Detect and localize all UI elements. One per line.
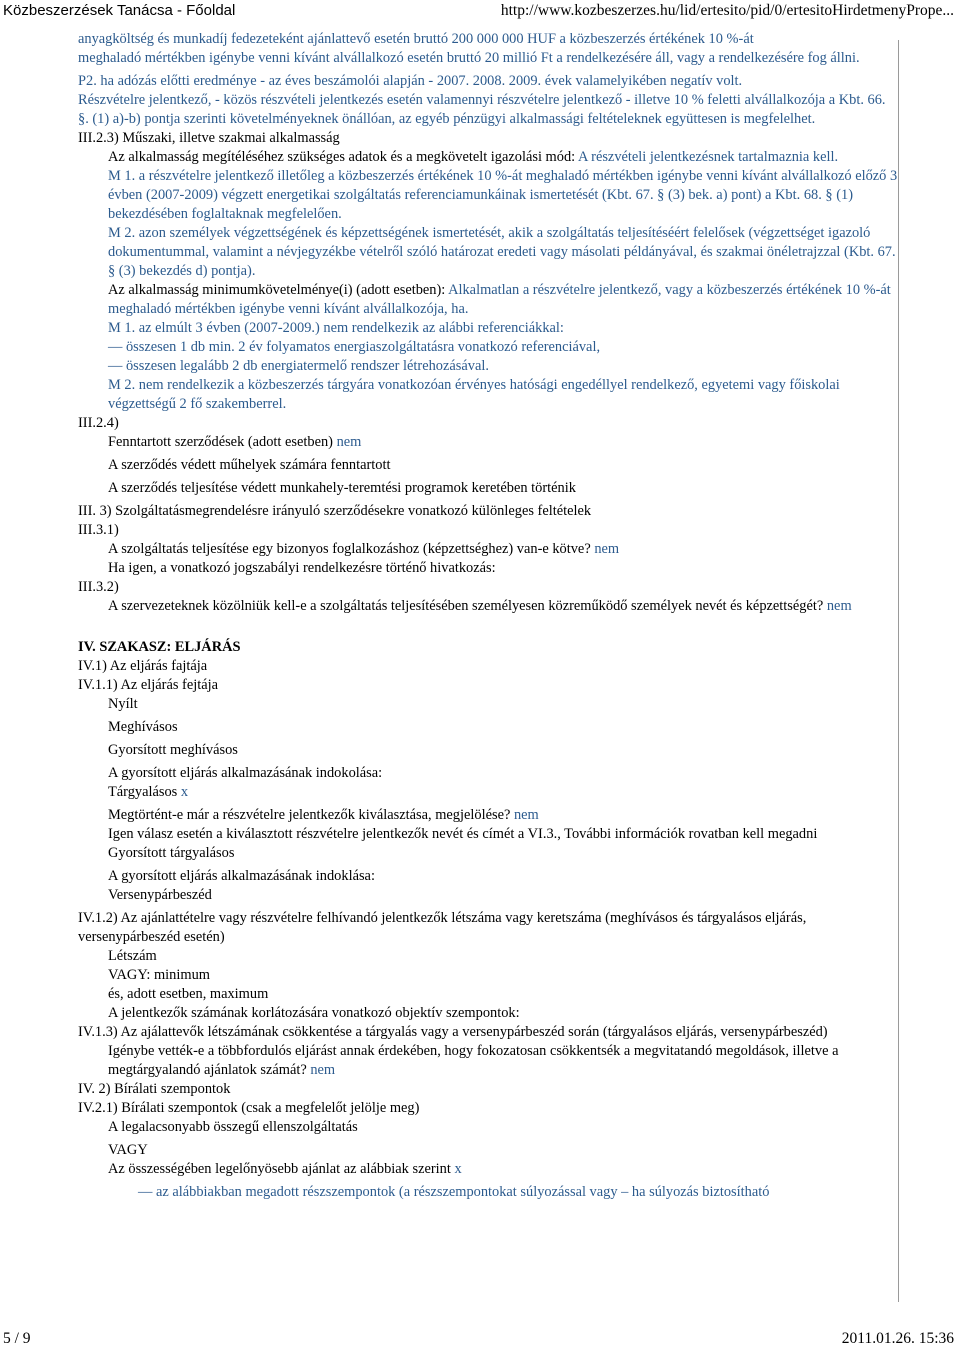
section-iv-1-heading: IV.1) Az eljárás fajtája xyxy=(78,658,208,674)
iii-2-3-value: A részvételi jelentkezésnek tartalmaznia kell. xyxy=(577,149,839,165)
m1-description: M 1. a részvételre jelentkező illetőleg a közbeszerzés értékének 10 %-át meghaladó mértékben igénybe venni kívánt alvállalkozó előző 3 évben (2007-2009) végzett energetikai szolgáltatás referenciamunkáinak ismertetését (Kbt. 67. § (3) bek. a) pont) a Kbt. 68. § (1) bekezdésében foglaltaknak megfelelően. xyxy=(108,168,898,222)
iii-3-2-question-text: A szervezeteknek közölniük kell-e a szolgáltatás teljesítésében személyesen közreműködő személyek nevét és képzettségét? xyxy=(108,598,824,614)
cut-off-line-bottom: — az alábbiakban megadott részszempontok (a részszempontokat súlyozással vagy – ha súlyozás biztosítható xyxy=(138,1184,770,1200)
iv-1-3-question-text: Igénybe vették-e a többfordulós eljárást annak érdekében, hogy fokozatosan csökkentsék a megvitatandó megoldások, illetve a megtárgyalandó ajánlatok számát? xyxy=(108,1043,839,1078)
p3-criterion: Részvételre jelentkező, - közös részvételi jelentkezés esetén valamennyi részvételre jelentkező - illetve 10 % feletti alvállalkozója a Kbt. 66. §. (1) a)-b) pontja szerinti követelményeknek önállóan, az egyéb pénzügyi alkalmassági feltételeknek együttesen is megfelelhet. xyxy=(78,92,886,127)
iii-2-3-label: Az alkalmasság megítéléséhez szükséges adatok és a megkövetelt igazolási mód: xyxy=(108,149,576,165)
section-iii-2-4-heading: III.2.4) xyxy=(78,415,119,431)
section-iii-3-1-heading: III.3.1) xyxy=(78,522,119,538)
accelerated-justification-2: A gyorsított eljárás alkalmazásának indoklása: xyxy=(108,868,375,884)
reserved-contracts-value: nem xyxy=(336,434,362,450)
candidates-selected-label: Megtörtént-e már a részvételre jelentkezők kiválasztása, megjelölése? xyxy=(108,807,511,823)
reserved-employment-programs: A szerződés teljesítése védett munkahely-teremtési programok keretében történik xyxy=(108,480,576,496)
document-body xyxy=(78,31,898,1302)
min-m1-item-b: — összesen legalább 2 db energiatermelő rendszer létrehozásával. xyxy=(108,358,489,374)
yes-answer-note: Igen válasz esetén a kiválasztott részvételre jelentkezők nevét és címét a VI.3., További információk rovatban kell megadni xyxy=(108,826,818,842)
section-iii-3-heading: III. 3) Szolgáltatásmegrendelésre irányuló szerződésekre vonatkozó különleges feltételek xyxy=(78,503,592,519)
procedure-negotiated xyxy=(78,783,898,802)
iii-3-2-value: nem xyxy=(826,598,852,614)
limitation-criteria: A jelentkezők számának korlátozására vonatkozó objektív szempontok: xyxy=(108,1005,520,1021)
iii-2-3-data-required xyxy=(78,148,898,167)
procedure-negotiated-mark: x xyxy=(180,784,189,800)
reserved-contracts xyxy=(78,433,898,452)
iii-3-1-value: nem xyxy=(594,541,620,557)
procedure-open: Nyílt xyxy=(108,696,138,712)
iii-3-1-question-text: A szolgáltatás teljesítése egy bizonyos foglalkozáshoz (képzettséghez) van-e kötve? xyxy=(108,541,591,557)
min-m2: M 2. nem rendelkezik a közbeszerzés tárgyára vonatkozóan érvényes hatósági engedéllyel rendelkező, egyetemi vagy főiskolai végzettségű 2 fő szakemberrel. xyxy=(108,377,840,412)
section-iv-1-2-heading: IV.1.2) Az ajánlattételre vagy részvételre felhívandó jelentkezők létszáma vagy keretszáma (meghívásos és tárgyalásos eljárás, versenypárbeszéd esetén) xyxy=(78,910,807,945)
p1-continuation: meghaladó mértékben igénybe venni kívánt alvállalkozó esetén bruttó 20 millió Ft a rendelkezésére áll, vagy a rendelkezésére fog állni. xyxy=(78,50,860,66)
cut-off-line-top: anyagköltség és munkadíj fedezeteként ajánlattevő esetén bruttó 200 000 000 HUF a közbeszerzés értékének 10 %-át xyxy=(78,31,754,47)
most-advantageous xyxy=(78,1160,898,1179)
page-header-title: Közbeszerzések Tanácsa - Főoldal xyxy=(3,2,236,19)
headcount: Létszám xyxy=(108,948,157,964)
section-iv-1-1-heading: IV.1.1) Az eljárás fejtája xyxy=(78,677,218,693)
candidates-selected-question xyxy=(78,806,898,825)
section-iv-1-3-heading: IV.1.3) Az ajálattevők létszámának csökkentése a tárgyalás vagy a versenypárbeszéd során (tárgyalásos eljárás, versenypárbeszéd) xyxy=(78,1024,828,1040)
reserved-contracts-label: Fenntartott szerződések (adott esetben) xyxy=(108,434,333,450)
min-m1-item-a: — összesen 1 db min. 2 év folyamatos energiaszolgáltatásra vonatkozó referenciával, xyxy=(108,339,601,355)
procedure-restricted: Meghívásos xyxy=(108,719,178,735)
iii-3-1-legal-reference: Ha igen, a vonatkozó jogszabályi rendelkezésre történő hivatkozás: xyxy=(108,560,496,576)
accelerated-justification: A gyorsított eljárás alkalmazásának indokolása: xyxy=(108,765,383,781)
reserved-workshops: A szerződés védett műhelyek számára fenntartott xyxy=(108,457,391,473)
min-m1: M 1. az elmúlt 3 évben (2007-2009.) nem rendelkezik az alábbi referenciákkal: xyxy=(108,320,564,336)
candidates-selected-value: nem xyxy=(513,807,539,823)
page-number: 5 / 9 xyxy=(3,1330,31,1347)
section-iii-2-3-heading: III.2.3) Műszaki, illetve szakmai alkalmasság xyxy=(78,130,340,146)
or-minimum: VAGY: minimum xyxy=(108,967,210,983)
iii-3-2-question xyxy=(78,597,898,616)
section-iv-2-heading: IV. 2) Bírálati szempontok xyxy=(78,1081,231,1097)
right-margin-rule xyxy=(898,40,899,1302)
procedure-accelerated-restricted: Gyorsított meghívásos xyxy=(108,742,238,758)
print-datetime: 2011.01.26. 15:36 xyxy=(841,1330,954,1347)
section-iv-2-1-heading: IV.2.1) Bírálati szempontok (csak a megfelelőt jelölje meg) xyxy=(78,1100,420,1116)
minimum-requirements-value: Alkalmatlan a részvételre jelentkező, vagy a közbeszerzés értékének 10 %-át meghaladó mértékben igénybe venni kívánt alvállalkozója, ha. xyxy=(108,282,891,317)
m2-description: M 2. azon személyek végzettségének és képzettségének ismertetését, akik a szolgáltatás teljesítéséért felelősek (végzettséget igazoló dokumentummal, valamint a névjegyzékbe vételről szóló határozat eredeti vagy másolati példányával, és szakmai önéletrajzzal (Kbt. 67. § (3) bekezdés d) pontja). xyxy=(108,225,896,279)
procedure-negotiated-label: Tárgyalásos xyxy=(108,784,178,800)
browser-print-header xyxy=(0,0,960,22)
procedure-competitive-dialogue: Versenypárbeszéd xyxy=(108,887,212,903)
iv-1-3-question xyxy=(78,1042,898,1080)
minimum-requirements-label: Az alkalmasság minimumkövetelménye(i) (adott esetben): xyxy=(108,282,446,298)
p2-criterion: P2. ha adózás előtti eredménye - az éves beszámolói alapján - 2007. 2008. 2009. évek valamelyikében negatív volt. xyxy=(78,73,743,89)
section-iii-3-2-heading: III.3.2) xyxy=(78,579,119,595)
most-advantageous-mark: x xyxy=(454,1161,462,1177)
iii-3-1-question xyxy=(78,540,898,559)
page-header-url: http://www.kozbeszerzes.hu/lid/ertesito/pid/0/ertesitoHirdetmenyPrope... xyxy=(500,2,954,19)
and-maximum: és, adott esetben, maximum xyxy=(108,986,269,1002)
most-advantageous-label: Az összességében legelőnyösebb ajánlat az alábbiak szerint xyxy=(108,1161,451,1177)
or-label: VAGY xyxy=(108,1142,148,1158)
lowest-price: A legalacsonyabb összegű ellenszolgáltatás xyxy=(108,1119,358,1135)
procedure-accelerated-negotiated: Gyorsított tárgyalásos xyxy=(108,845,235,861)
minimum-requirements xyxy=(78,281,898,319)
iv-1-3-value: nem xyxy=(310,1062,336,1078)
section-iv-heading: IV. SZAKASZ: ELJÁRÁS xyxy=(78,639,241,655)
